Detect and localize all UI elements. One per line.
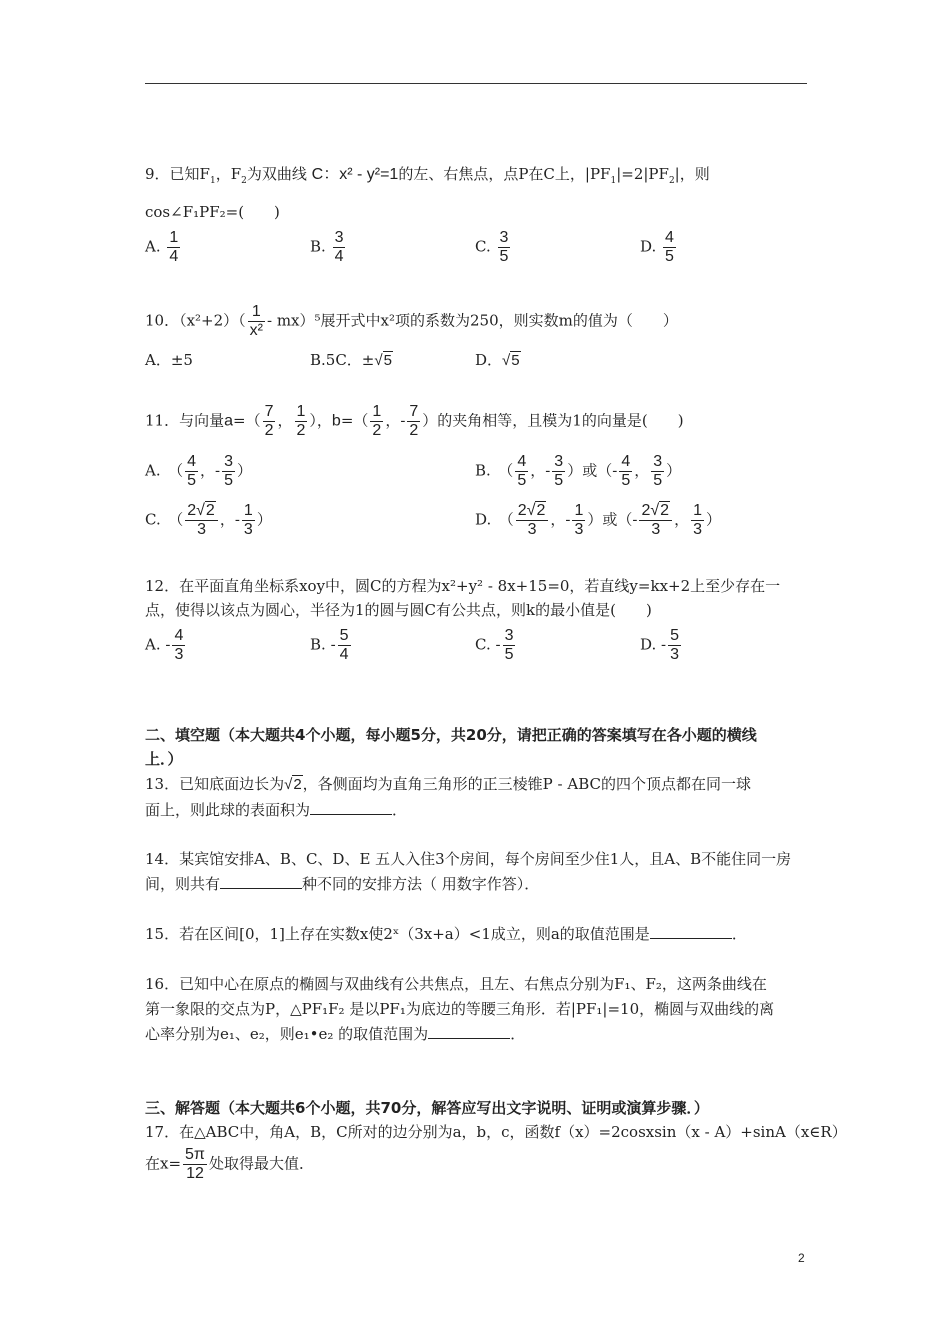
q9-option-c: C. $\frac{3}{5}$ <box>475 229 509 265</box>
q12-option-c: C. - $\frac{3}{5}$ <box>475 627 514 663</box>
q13-answer-blank[interactable] <box>310 800 392 815</box>
q13-line2: 面上，则此球的表面积为 ． <box>145 801 408 819</box>
q14-line2: 间，则共有 种不同的安排方法（ 用数字作答）． <box>145 875 540 893</box>
q11-option-a: A. （ $\frac{4}{5}$ ，- $\frac{3}{5}$ ） <box>145 453 253 489</box>
q15-answer-blank[interactable] <box>650 924 732 939</box>
q17-line2: 在x= $\frac{5\pi}{12}$ 处取得最大值． <box>145 1146 314 1182</box>
q11-option-b: B. （ $\frac{4}{5}$ ，- $\frac{3}{5}$ ）或（- $\frac{4}{5}$ ， $\frac{3}{5}$ ） <box>475 453 682 489</box>
q14-line1: 14．某宾馆安排A、B、C、D、E 五人入住3个房间，每个房间至少住1人，且A、B不能住同一房 <box>145 850 792 868</box>
section3-heading: 三、解答题（本大题共6个小题，共70分，解答应写出文字说明、证明或演算步骤．） <box>145 1099 709 1117</box>
section2-heading-line2: 上．） <box>145 750 183 768</box>
q16-line3: 心率分别为e₁、e₂，则e₁•e₂ 的取值范围为 ． <box>145 1025 526 1043</box>
q9-line1: 9．已知$F_1$，$F_2$为双曲线 C：x² - y²=1的左、右焦点，点P在C上，$|PF_1|=2|PF_2|$，则 <box>145 165 710 186</box>
q12-line1: 12．在平面直角坐标系xoy中，圆C的方程为x²+y² - 8x+15=0，若直线y=kx+2上至少存在一 <box>145 577 781 595</box>
q13-line1: 13．已知底面边长为√2，各侧面均为直角三角形的正三棱锥P - ABC的四个顶点都在同一球 <box>145 775 751 793</box>
section2-heading-line1: 二、填空题（本大题共4个小题，每小题5分，共20分，请把正确的答案填写在各小题的横线 <box>145 726 757 744</box>
q11-line1: 11．与向量a=（ $\frac{7}{2}$ ， $\frac{1}{2}$ ），b=（ $\frac{1}{2}$ ，- $\frac{7}{2}$ ）的夹角相等，且模为1的向量是( ) <box>145 403 684 439</box>
q9-option-b: B. $\frac{3}{4}$ <box>310 229 344 265</box>
q9-option-d: D. $\frac{4}{5}$ <box>640 229 674 265</box>
q9-line2: cos∠F₁PF₂=( ) <box>145 203 280 221</box>
header-rule <box>145 83 807 84</box>
q15-line: 15．若在区间[0，1]上存在实数x使2ˣ（3x+a）<1成立，则a的取值范围是 ． <box>145 925 747 943</box>
q16-answer-blank[interactable] <box>428 1024 510 1039</box>
q11-option-c: C. （ $\frac{2√2}{3}$ ，- $\frac{1}{3}$ ） <box>145 502 272 538</box>
q10-option-d: D．√5 <box>475 351 520 369</box>
q12-line2: 点，使得以该点为圆心，半径为1的圆与圆C有公共点，则k的最小值是( ) <box>145 601 652 619</box>
q12-option-a: A. - $\frac{4}{3}$ <box>145 627 184 663</box>
q11-option-d: D. （ $\frac{2√2}{3}$ ，- $\frac{1}{3}$ ）或（- $\frac{2√2}{3}$ ， $\frac{1}{3}$ ） <box>475 502 721 538</box>
q17-line1: 17．在△ABC中，角A，B，C所对的边分别为a，b，c，函数f（x）=2cosxsin（x - A）+sinA（x∈R） <box>145 1123 847 1141</box>
q14-answer-blank[interactable] <box>220 874 302 889</box>
page-number: 2 <box>798 1251 805 1265</box>
q10-option-bc: B.5C．±√5 <box>310 351 392 369</box>
q12-option-b: B. - $\frac{5}{4}$ <box>310 627 349 663</box>
q16-line1: 16．已知中心在原点的椭圆与双曲线有公共焦点，且左、右焦点分别为F₁、F₂，这两条曲线在 <box>145 975 767 993</box>
q10-line1: 10．（x²+2）（ $\frac{1}{\text{x²}}$ - mx）⁵展开式中x²项的系数为250，则实数m的值为（ ） <box>145 303 678 339</box>
q12-option-d: D. - $\frac{5}{3}$ <box>640 627 680 663</box>
q10-option-a: A．±5 <box>145 351 193 369</box>
q9-option-a: A. $\frac{1}{4}$ <box>145 229 179 265</box>
q16-line2: 第一象限的交点为P，△PF₁F₂ 是以PF₁为底边的等腰三角形．若|PF₁|=10，椭圆与双曲线的离 <box>145 1000 775 1018</box>
